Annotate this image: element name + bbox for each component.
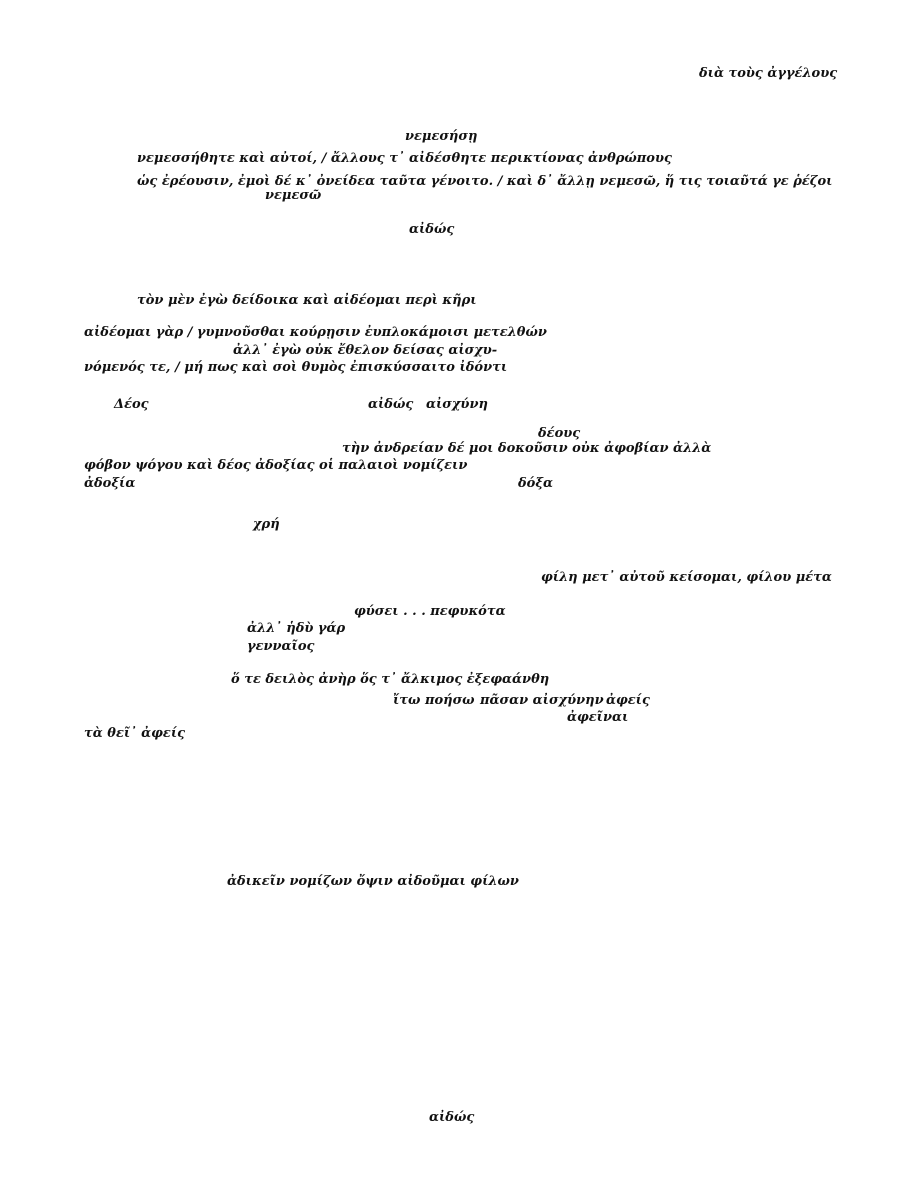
term-gennaios: γενναῖος — [247, 639, 315, 654]
term-nemesese: νεμεσήσῃ — [405, 129, 478, 144]
quote-physei: φύσει . . . πεφυκότα — [354, 604, 506, 619]
quote-adikein: ἀδικεῖν νομίζων ὄψιν αἰδοῦμαι φίλων — [227, 874, 519, 889]
quote-phile: φίλη μετ᾿ αὐτοῦ κείσομαι, φίλου μέτα — [541, 570, 832, 585]
term-apheis-1: ἀφείς — [606, 693, 650, 708]
term-aischyne: αἰσχύνη — [426, 397, 488, 412]
quote-andreia: τὴν ἀνδρείαν δέ μοι δοκοῦσιν οὐκ ἀφοβίαν ἀλλὰ — [342, 441, 712, 456]
term-chre: χρή — [253, 517, 280, 532]
term-adoxia: ἀδοξία — [84, 476, 136, 491]
quote-pasan-aischynen: πᾶσαν αἰσχύνην — [480, 693, 604, 708]
quote-ta-thei-apheis: τὰ θεῖ᾿ ἀφείς — [84, 726, 186, 741]
term-deos: Δέος — [114, 397, 149, 412]
quote-phobon: φόβον ψόγου καὶ δέος ἀδοξίας οἱ παλαιοὶ νομίζειν — [84, 458, 468, 473]
quote-aideomai-line-1: αἰδέομαι γὰρ / γυμνοῦσθαι κούρῃσιν ἐυπλοκάμοισι μετελθών — [84, 325, 547, 340]
quote-aideomai-line-2: ἀλλ᾿ ἐγὼ οὐκ ἔθελον δείσας αἰσχυ- — [233, 343, 498, 358]
term-doxa: δόξα — [518, 476, 554, 491]
quote-nemesis-line-2: ὡς ἐρέουσιν, ἐμοὶ δέ κ᾿ ὀνείδεα ταῦτα γένοιτο. / καὶ δ᾿ ἄλλῃ νεμεσῶ, ἥ τις τοιαῦτά γε ῥέζοι — [137, 174, 833, 189]
term-aidos-1: αἰδώς — [409, 222, 455, 237]
quote-ito-poieso: ἴτω ποήσω — [393, 693, 475, 708]
term-aidos-2: αἰδώς — [368, 397, 414, 412]
footer-term-aidos: αἰδώς — [429, 1110, 475, 1125]
quote-aideomai-line-3: νόμενός τε, / μή πως καὶ σοὶ θυμὸς ἐπισκύσσαιτο ἰδόντι — [84, 360, 508, 375]
quote-ho-te-deilos: ὅ τε δειλὸς ἀνὴρ ὅς τ᾿ ἄλκιμος ἐξεφαάνθη — [231, 672, 550, 687]
term-deous: δέους — [538, 426, 581, 441]
term-nemeso: νεμεσῶ — [265, 188, 322, 203]
quote-all-edu: ἀλλ᾿ ἡδὺ γάρ — [247, 621, 346, 636]
quote-nemesis-line-1: νεμεσσήθητε καὶ αὐτοί, / ἄλλους τ᾿ αἰδέσθητε περικτίονας ἀνθρώπους — [137, 151, 672, 166]
header-greek-phrase: διὰ τοὺς ἀγγέλους — [699, 66, 838, 81]
quote-ton-men: τὸν μὲν ἐγὼ δείδοικα καὶ αἰδέομαι περὶ κῆρι — [137, 293, 477, 308]
term-apheinai: ἀφεῖναι — [567, 710, 629, 725]
